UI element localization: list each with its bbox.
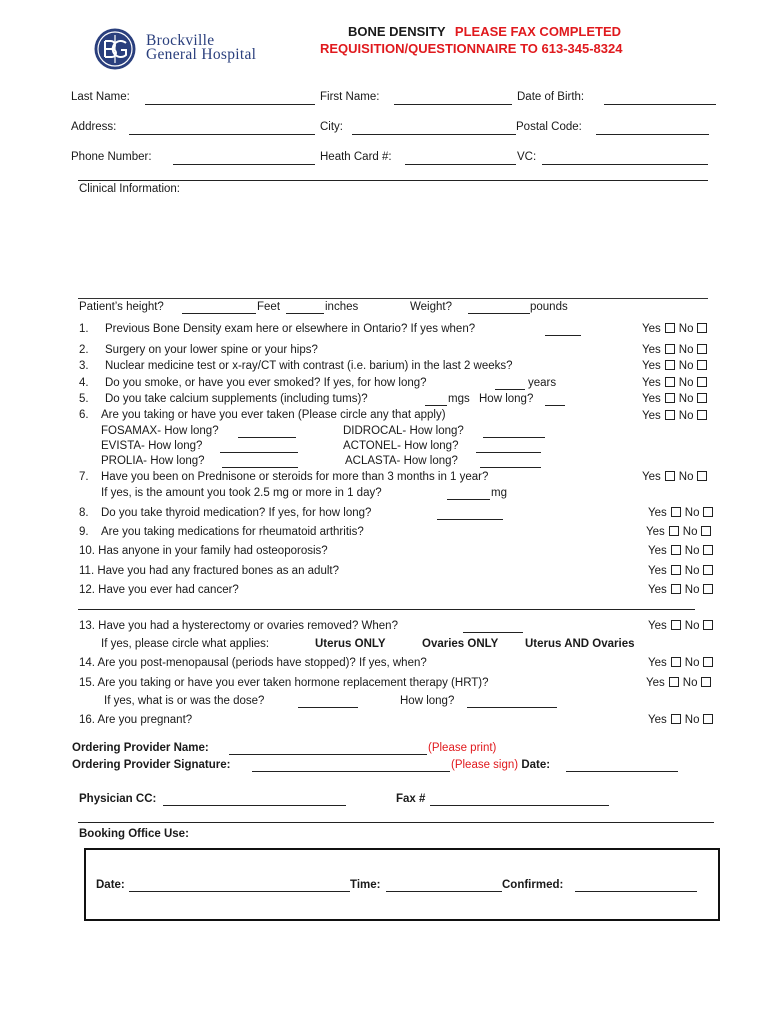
q4-years-field[interactable] bbox=[495, 389, 525, 390]
pounds-label: pounds bbox=[530, 301, 568, 313]
q9-yes-checkbox[interactable] bbox=[669, 526, 679, 536]
logo-text-line-2: General Hospital bbox=[146, 46, 257, 63]
yes-label: Yes bbox=[646, 526, 665, 538]
booking-confirmed-field[interactable] bbox=[575, 891, 697, 892]
q1-text: Previous Bone Density exam here or elsewhere in Ontario? If yes when? bbox=[105, 323, 476, 335]
q14-no-checkbox[interactable] bbox=[703, 657, 713, 667]
vc-label: VC: bbox=[517, 151, 537, 163]
q5-yes-checkbox[interactable] bbox=[665, 393, 675, 403]
q2-no-checkbox[interactable] bbox=[697, 344, 707, 354]
med-didrocal-field[interactable] bbox=[483, 437, 545, 438]
yes-label: Yes bbox=[642, 360, 661, 372]
q7-text: Have you been on Prednisone or steroids for more than 3 months in 1 year? bbox=[101, 471, 489, 483]
med-fosamax-field[interactable] bbox=[238, 437, 296, 438]
booking-confirmed-label: Confirmed: bbox=[502, 879, 564, 891]
q7-sub-text: If yes, is the amount you took 2.5 mg or more in 1 day? bbox=[101, 487, 382, 499]
q1-no-checkbox[interactable] bbox=[697, 323, 707, 333]
q7-number: 7. bbox=[79, 471, 89, 483]
please-print-note: (Please print) bbox=[428, 742, 497, 754]
no-label: No bbox=[682, 526, 698, 538]
q2-yes-no bbox=[642, 344, 711, 356]
booking-time-field[interactable] bbox=[386, 891, 502, 892]
med-aclasta-label: ACLASTA- How long? bbox=[345, 455, 458, 467]
q4-years-label: years bbox=[528, 377, 557, 389]
q8-how-long-field[interactable] bbox=[437, 519, 503, 520]
q13-option-uterus[interactable]: Uterus ONLY bbox=[315, 638, 386, 650]
q1-yes-no bbox=[642, 323, 711, 335]
q13-yes-no bbox=[648, 620, 717, 632]
q13-option-ovaries[interactable]: Ovaries ONLY bbox=[422, 638, 499, 650]
q8-text: Do you take thyroid medication? If yes, for how long? bbox=[101, 507, 372, 519]
booking-office-title: Booking Office Use: bbox=[79, 828, 189, 840]
height-feet-field[interactable] bbox=[182, 313, 256, 314]
q12-yes-no bbox=[648, 584, 717, 596]
q3-no-checkbox[interactable] bbox=[697, 360, 707, 370]
q3-yes-no bbox=[642, 360, 711, 372]
booking-office-box bbox=[84, 848, 720, 921]
provider-name-field[interactable] bbox=[229, 754, 427, 755]
q10-no-checkbox[interactable] bbox=[703, 545, 713, 555]
q15-yes-checkbox[interactable] bbox=[669, 677, 679, 687]
q11-no-checkbox[interactable] bbox=[703, 565, 713, 575]
q15-sub-text: If yes, what is or was the dose? bbox=[104, 695, 265, 707]
signature-note bbox=[451, 759, 550, 771]
q6-text: Are you taking or have you ever taken (Please circle any that apply) bbox=[101, 409, 446, 421]
yes-label: Yes bbox=[642, 410, 661, 422]
no-label: No bbox=[678, 323, 694, 335]
provider-name-label: Ordering Provider Name: bbox=[72, 742, 209, 754]
logo-text-line-1: Brockville bbox=[146, 32, 215, 49]
city-field[interactable] bbox=[352, 134, 516, 135]
q11-text: 11. Have you had any fractured bones as an adult? bbox=[79, 565, 339, 577]
q5-text: Do you take calcium supplements (including tums)? bbox=[105, 393, 368, 405]
weight-label: Weight? bbox=[410, 301, 452, 313]
provider-signature-field[interactable] bbox=[252, 771, 450, 772]
q13-yes-checkbox[interactable] bbox=[671, 620, 681, 630]
q12-text: 12. Have you ever had cancer? bbox=[79, 584, 239, 596]
q14-text: 14. Are you post-menopausal (periods have stopped)? If yes, when? bbox=[79, 657, 427, 669]
yes-label: Yes bbox=[642, 393, 661, 405]
physician-cc-field[interactable] bbox=[163, 805, 346, 806]
yes-label: Yes bbox=[642, 471, 661, 483]
booking-date-label: Date: bbox=[96, 879, 125, 891]
q16-yes-checkbox[interactable] bbox=[671, 714, 681, 724]
signature-date-label: Date: bbox=[521, 759, 551, 771]
q4-yes-no bbox=[642, 377, 711, 389]
clinical-info-field[interactable] bbox=[79, 200, 709, 296]
no-label: No bbox=[684, 565, 700, 577]
q3-number: 3. bbox=[79, 360, 89, 372]
q12-yes-checkbox[interactable] bbox=[671, 584, 681, 594]
yes-label: Yes bbox=[642, 323, 661, 335]
q6-no-checkbox[interactable] bbox=[697, 410, 707, 420]
q9-yes-no bbox=[646, 526, 715, 538]
divider bbox=[78, 609, 695, 610]
q13-option-both[interactable]: Uterus AND Ovaries bbox=[525, 638, 635, 650]
q6-yes-no bbox=[642, 410, 711, 422]
q5-number: 5. bbox=[79, 393, 89, 405]
height-inches-field[interactable] bbox=[286, 313, 324, 314]
q11-yes-no bbox=[648, 565, 717, 577]
q10-text: 10. Has anyone in your family had osteoporosis? bbox=[79, 545, 328, 557]
yes-label: Yes bbox=[642, 377, 661, 389]
hospital-logo-icon bbox=[93, 27, 137, 71]
yes-label: Yes bbox=[646, 677, 665, 689]
q13-when-field[interactable] bbox=[463, 632, 523, 633]
q1-yes-checkbox[interactable] bbox=[665, 323, 675, 333]
q15-how-long-label: How long? bbox=[400, 695, 455, 707]
med-fosamax-label: FOSAMAX- How long? bbox=[101, 425, 219, 437]
fax-label: Fax # bbox=[396, 793, 426, 805]
q6-number: 6. bbox=[79, 409, 89, 421]
fax-notice-line-2: REQUISITION/QUESTIONNAIRE TO 613-345-8324 bbox=[320, 41, 623, 56]
med-prolia-label: PROLIA- How long? bbox=[101, 455, 205, 467]
q15-how-long-field[interactable] bbox=[467, 707, 557, 708]
no-label: No bbox=[684, 584, 700, 596]
no-label: No bbox=[682, 677, 698, 689]
physician-cc-label: Physician CC: bbox=[79, 793, 157, 805]
q5-mgs-field[interactable] bbox=[425, 405, 447, 406]
first-name-field[interactable] bbox=[394, 104, 512, 105]
please-sign-note: (Please sign) bbox=[451, 759, 519, 771]
q14-yes-checkbox[interactable] bbox=[671, 657, 681, 667]
q7-no-checkbox[interactable] bbox=[697, 471, 707, 481]
health-card-field[interactable] bbox=[405, 164, 516, 165]
yes-label: Yes bbox=[648, 620, 667, 632]
q8-yes-no bbox=[648, 507, 717, 519]
q15-no-checkbox[interactable] bbox=[701, 677, 711, 687]
q5-how-long-label: How long? bbox=[479, 393, 534, 405]
health-card-label: Heath Card #: bbox=[320, 151, 392, 163]
q7-mg-label: mg bbox=[491, 487, 507, 499]
last-name-field[interactable] bbox=[145, 104, 315, 105]
no-label: No bbox=[684, 507, 700, 519]
postal-code-field[interactable] bbox=[596, 134, 709, 135]
q4-yes-checkbox[interactable] bbox=[665, 377, 675, 387]
q8-no-checkbox[interactable] bbox=[703, 507, 713, 517]
q3-yes-checkbox[interactable] bbox=[665, 360, 675, 370]
no-label: No bbox=[684, 714, 700, 726]
fax-field[interactable] bbox=[430, 805, 609, 806]
q10-yes-no bbox=[648, 545, 717, 557]
phone-label: Phone Number: bbox=[71, 151, 152, 163]
q13-sub-text: If yes, please circle what applies: bbox=[101, 638, 270, 650]
med-actonel-label: ACTONEL- How long? bbox=[343, 440, 459, 452]
med-evista-field[interactable] bbox=[220, 452, 298, 453]
q11-yes-checkbox[interactable] bbox=[671, 565, 681, 575]
q7-yes-no bbox=[642, 471, 711, 483]
divider bbox=[78, 180, 708, 181]
no-label: No bbox=[678, 393, 694, 405]
yes-label: Yes bbox=[642, 344, 661, 356]
feet-label: Feet bbox=[257, 301, 281, 313]
q4-no-checkbox[interactable] bbox=[697, 377, 707, 387]
q5-yes-no bbox=[642, 393, 711, 405]
first-name-label: First Name: bbox=[320, 91, 380, 103]
no-label: No bbox=[684, 545, 700, 557]
med-actonel-field[interactable] bbox=[476, 452, 541, 453]
q15-yes-no bbox=[646, 677, 715, 689]
provider-signature-label: Ordering Provider Signature: bbox=[72, 759, 231, 771]
no-label: No bbox=[678, 377, 694, 389]
no-label: No bbox=[684, 657, 700, 669]
q15-text: 15. Are you taking or have you ever taken hormone replacement therapy (HRT)? bbox=[79, 677, 489, 689]
no-label: No bbox=[678, 410, 694, 422]
q8-yes-checkbox[interactable] bbox=[671, 507, 681, 517]
q4-number: 4. bbox=[79, 377, 89, 389]
no-label: No bbox=[678, 360, 694, 372]
q2-number: 2. bbox=[79, 344, 89, 356]
yes-label: Yes bbox=[648, 657, 667, 669]
q14-yes-no bbox=[648, 657, 717, 669]
q12-no-checkbox[interactable] bbox=[703, 584, 713, 594]
q2-text: Surgery on your lower spine or your hips? bbox=[105, 344, 318, 356]
booking-date-field[interactable] bbox=[129, 891, 350, 892]
q3-text: Nuclear medicine test or x-ray/CT with contrast (i.e. barium) in the last 2 weeks? bbox=[105, 360, 513, 372]
form-title bbox=[348, 24, 621, 39]
q6-yes-checkbox[interactable] bbox=[665, 410, 675, 420]
q5-how-long-field[interactable] bbox=[545, 405, 565, 406]
no-label: No bbox=[684, 620, 700, 632]
yes-label: Yes bbox=[648, 545, 667, 557]
city-label: City: bbox=[320, 121, 343, 133]
yes-label: Yes bbox=[648, 565, 667, 577]
q16-yes-no bbox=[648, 714, 717, 726]
height-label: Patient’s height? bbox=[79, 301, 164, 313]
q4-text: Do you smoke, or have you ever smoked? If yes, for how long? bbox=[105, 377, 427, 389]
inches-label: inches bbox=[325, 301, 359, 313]
med-aclasta-field[interactable] bbox=[480, 467, 541, 468]
divider bbox=[78, 298, 708, 299]
phone-field[interactable] bbox=[173, 164, 315, 165]
med-prolia-field[interactable] bbox=[222, 467, 298, 468]
yes-label: Yes bbox=[648, 507, 667, 519]
no-label: No bbox=[678, 344, 694, 356]
clinical-info-label: Clinical Information: bbox=[79, 183, 180, 195]
dob-field[interactable] bbox=[604, 104, 716, 105]
yes-label: Yes bbox=[648, 714, 667, 726]
vc-field[interactable] bbox=[542, 164, 708, 165]
q9-number: 9. bbox=[79, 526, 89, 538]
med-didrocal-label: DIDROCAL- How long? bbox=[343, 425, 464, 437]
q9-no-checkbox[interactable] bbox=[701, 526, 711, 536]
q9-text: Are you taking medications for rheumatoid arthritis? bbox=[101, 526, 364, 538]
weight-field[interactable] bbox=[468, 313, 530, 314]
divider bbox=[78, 822, 714, 823]
booking-time-label: Time: bbox=[350, 879, 381, 891]
q2-yes-checkbox[interactable] bbox=[665, 344, 675, 354]
form-title-text: BONE DENSITY bbox=[348, 24, 446, 39]
q7-yes-checkbox[interactable] bbox=[665, 471, 675, 481]
q8-number: 8. bbox=[79, 507, 89, 519]
q1-number: 1. bbox=[79, 323, 89, 335]
signature-date-field[interactable] bbox=[566, 771, 678, 772]
q15-dose-field[interactable] bbox=[298, 707, 358, 708]
q7-mg-field[interactable] bbox=[447, 499, 490, 500]
address-field[interactable] bbox=[129, 134, 315, 135]
q13-text: 13. Have you had a hysterectomy or ovaries removed? When? bbox=[79, 620, 398, 632]
med-evista-label: EVISTA- How long? bbox=[101, 440, 203, 452]
q1-when-field[interactable] bbox=[545, 335, 581, 336]
address-label: Address: bbox=[71, 121, 117, 133]
q16-text: 16. Are you pregnant? bbox=[79, 714, 193, 726]
q5-mgs-label: mgs bbox=[448, 393, 470, 405]
postal-code-label: Postal Code: bbox=[516, 121, 582, 133]
q13-no-checkbox[interactable] bbox=[703, 620, 713, 630]
dob-label: Date of Birth: bbox=[517, 91, 585, 103]
q5-no-checkbox[interactable] bbox=[697, 393, 707, 403]
last-name-label: Last Name: bbox=[71, 91, 130, 103]
no-label: No bbox=[678, 471, 694, 483]
fax-notice-line-1: PLEASE FAX COMPLETED bbox=[454, 24, 622, 39]
q10-yes-checkbox[interactable] bbox=[671, 545, 681, 555]
yes-label: Yes bbox=[648, 584, 667, 596]
q16-no-checkbox[interactable] bbox=[703, 714, 713, 724]
